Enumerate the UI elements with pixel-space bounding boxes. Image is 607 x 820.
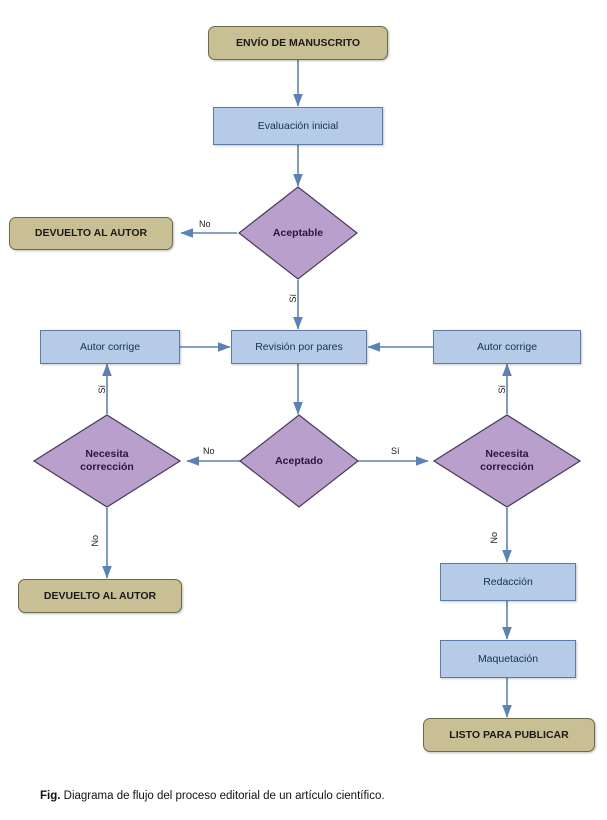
caption-prefix: Fig. [40, 790, 61, 802]
node-devuelto-al-autor-2 [18, 579, 182, 613]
node-label: DEVUELTO AL AUTOR [34, 227, 148, 240]
node-label: Aceptado [275, 454, 323, 467]
node-autor-corrige-izquierda [40, 330, 180, 364]
node-label: Evaluación inicial [257, 119, 339, 132]
node-revision-por-pares [231, 330, 367, 364]
node-label: Aceptable [272, 226, 324, 239]
node-aceptado-decision [239, 414, 359, 508]
node-label: Necesita corrección [80, 448, 134, 473]
node-label: LISTO PARA PUBLICAR [449, 728, 569, 741]
node-aceptable-decision [238, 186, 358, 280]
caption-text: Diagrama de flujo del proceso editorial de un artículo científico. [60, 790, 385, 802]
node-label: ENVÍO DE MANUSCRITO [235, 36, 361, 49]
node-label: Autor corrige [476, 340, 538, 353]
node-evaluacion-inicial [213, 107, 383, 145]
node-necesita-correccion-derecha [433, 414, 581, 508]
node-label: Maquetación [477, 652, 539, 665]
edge-label-necesita-der-si: Sí [497, 385, 507, 394]
edge-label-aceptable-si: Sí [288, 294, 298, 303]
edge-label-aceptable-no: No [199, 219, 211, 229]
node-maquetacion [440, 640, 576, 678]
node-necesita-correccion-izquierda [33, 414, 181, 508]
edge-label-necesita-izq-no: No [90, 535, 100, 547]
edge-label-aceptado-no: No [203, 446, 215, 456]
node-label: Necesita corrección [480, 448, 534, 473]
node-listo-para-publicar [423, 718, 595, 752]
node-label: DEVUELTO AL AUTOR [43, 589, 157, 602]
figure-caption [40, 790, 385, 802]
node-label: Redacción [483, 575, 533, 588]
node-label: Revisión por pares [255, 340, 343, 353]
edge-label-necesita-der-no: No [489, 532, 499, 544]
node-redaccion [440, 563, 576, 601]
edge-label-necesita-izq-si: Sí [97, 385, 107, 394]
edge-label-aceptado-si: Sí [391, 446, 400, 456]
node-devuelto-al-autor-1 [9, 217, 173, 250]
node-envio-de-manuscrito [208, 26, 388, 60]
node-autor-corrige-derecha [433, 330, 581, 364]
node-label: Autor corrige [79, 340, 141, 353]
